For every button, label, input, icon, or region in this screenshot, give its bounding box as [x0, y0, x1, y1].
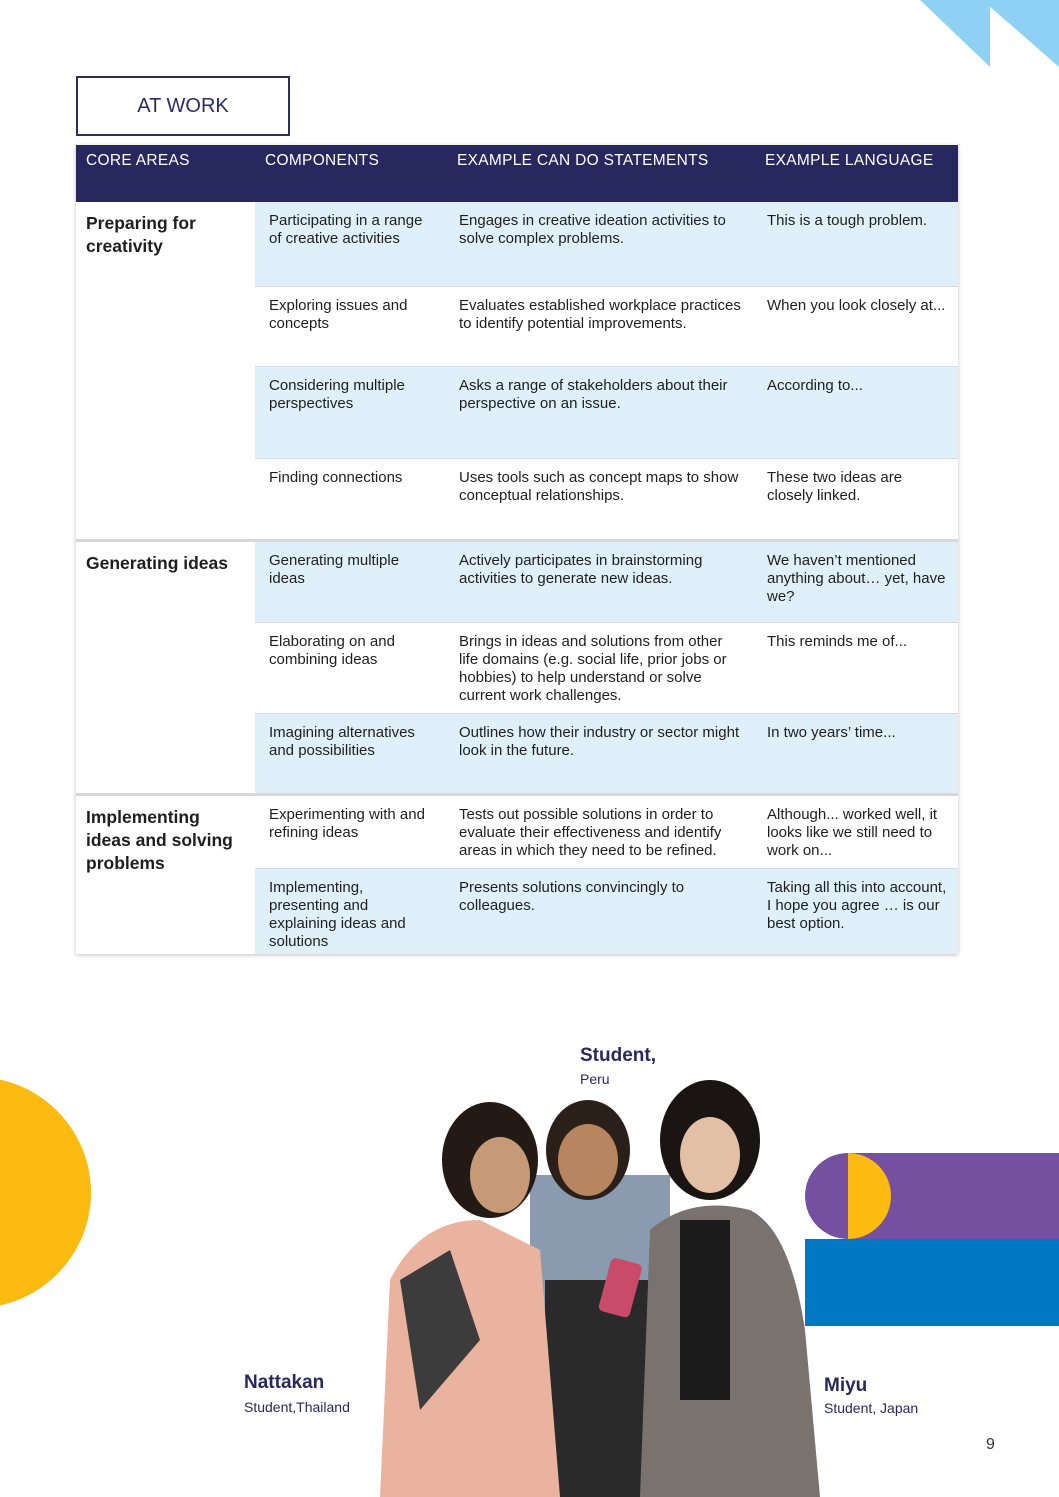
students-photo — [360, 1080, 830, 1497]
person-detail: Peru — [580, 1071, 610, 1087]
component: Imagining alternatives and possibilities — [269, 724, 415, 759]
table-row — [255, 796, 958, 869]
core-area-group — [76, 539, 958, 793]
table-row — [255, 287, 958, 367]
header-components: COMPONENTS — [265, 152, 380, 169]
can-do-statement: Presents solutions convincingly to colleagues. — [459, 879, 685, 914]
person-name: Miyu — [824, 1375, 868, 1396]
person-detail: Student,Thailand — [244, 1399, 350, 1415]
example-language: When you look closely at... — [767, 297, 946, 314]
component: Implementing, presenting and explaining ideas and solutions — [269, 879, 406, 950]
example-language: This is a tough problem. — [767, 212, 928, 229]
can-do-statement: Engages in creative ideation activities to solve complex problems. — [459, 212, 726, 247]
can-do-statement: Asks a range of stakeholders about their perspective on an issue. — [459, 377, 728, 412]
can-do-statement: Evaluates established workplace practices to identify potential improvements. — [459, 297, 741, 332]
creativity-table — [76, 145, 958, 954]
table-row — [255, 714, 958, 793]
table-row — [255, 542, 958, 623]
decorative-yellow-circle — [0, 1077, 91, 1308]
example-language: This reminds me of... — [767, 633, 908, 650]
component: Elaborating on and combining ideas — [269, 633, 395, 668]
component: Experimenting with and refining ideas — [269, 806, 425, 841]
can-do-statement: Outlines how their industry or sector might look in the future. — [459, 724, 740, 759]
example-language: Taking all this into account, I hope you agree … is our best option. — [767, 879, 947, 932]
core-area: Generating ideas — [76, 542, 255, 793]
header-can-do: EXAMPLE CAN DO STATEMENTS — [457, 152, 709, 169]
decorative-yellow-half — [848, 1153, 891, 1239]
table-row — [255, 367, 958, 459]
component: Generating multiple ideas — [269, 552, 400, 587]
header-language: EXAMPLE LANGUAGE — [765, 152, 934, 169]
page-number: 9 — [986, 1436, 995, 1453]
component: Considering multiple perspectives — [269, 377, 405, 412]
decorative-triangle — [920, 0, 990, 67]
person-name: Student, — [580, 1045, 656, 1066]
group-rows — [255, 796, 958, 954]
can-do-statement: Brings in ideas and solutions from other life domains (e.g. social life, prior jobs or hobbies) to help understand or solve current work challenges. — [459, 633, 727, 704]
can-do-statement: Uses tools such as concept maps to show conceptual relationships. — [459, 469, 739, 504]
table-header — [76, 145, 958, 202]
table-row — [255, 459, 958, 539]
table-row — [255, 623, 958, 714]
example-language: In two years’ time... — [767, 724, 896, 741]
component: Exploring issues and concepts — [269, 297, 408, 332]
core-area: Implementing ideas and solving problems — [76, 796, 255, 954]
can-do-statement: Actively participates in brainstorming activities to generate new ideas. — [459, 552, 703, 587]
example-language: We haven’t mentioned anything about… yet, have we? — [767, 552, 946, 605]
table-row — [255, 869, 958, 954]
can-do-statement: Tests out possible solutions in order to evaluate their effectiveness and identify areas in which they need to be refined. — [459, 806, 722, 859]
group-rows — [255, 542, 958, 793]
decorative-blue-bar — [805, 1239, 1059, 1326]
component: Participating in a range of creative activities — [269, 212, 423, 247]
component: Finding connections — [269, 469, 403, 486]
group-rows — [255, 202, 958, 539]
example-language: According to... — [767, 377, 863, 394]
example-language: These two ideas are closely linked. — [767, 469, 903, 504]
core-area: Preparing for creativity — [76, 202, 255, 539]
section-label: AT WORK — [76, 76, 290, 136]
person-name: Nattakan — [244, 1372, 325, 1393]
example-language: Although... worked well, it looks like we still need to work on... — [767, 806, 938, 859]
header-core-areas: CORE AREAS — [86, 152, 190, 169]
decorative-triangle — [990, 0, 1059, 67]
person-detail: Student, Japan — [824, 1400, 919, 1416]
table-row — [255, 202, 958, 287]
core-area-group — [76, 202, 958, 539]
table-body — [76, 202, 958, 954]
core-area-group — [76, 793, 958, 954]
